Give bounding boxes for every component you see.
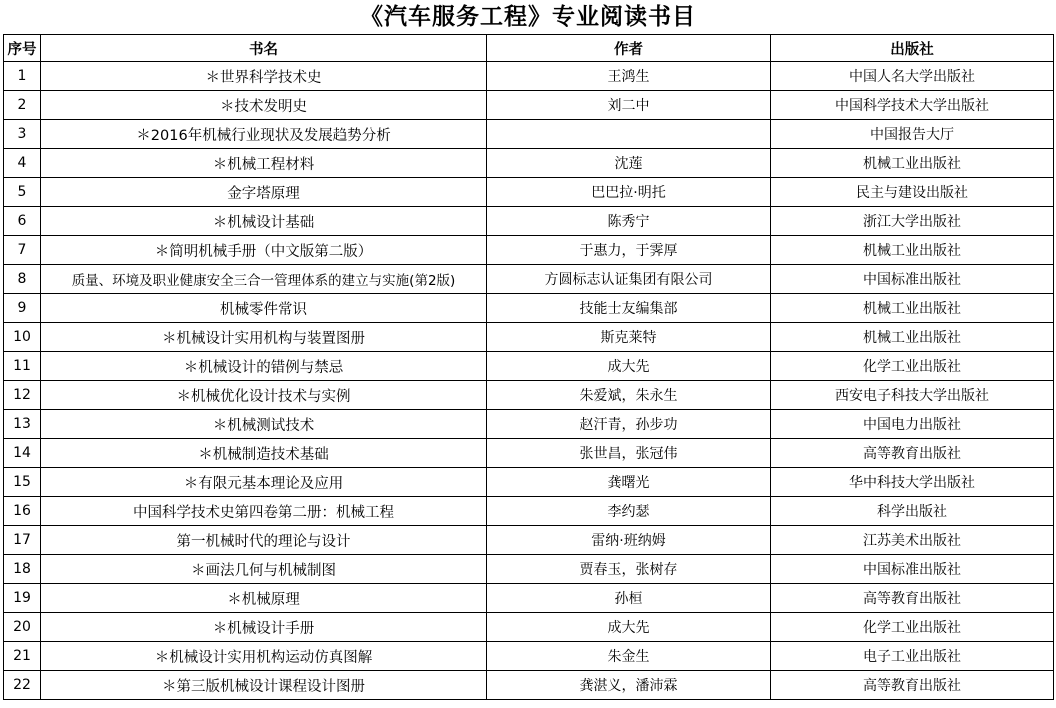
cell-no: 6: [4, 207, 41, 236]
cell-publisher: 高等教育出版社: [771, 671, 1054, 700]
cell-no: 12: [4, 381, 41, 410]
cell-author: 技能士友编集部: [487, 294, 771, 323]
cell-no: 15: [4, 468, 41, 497]
cell-publisher: 化学工业出版社: [771, 352, 1054, 381]
cell-book: ＊简明机械手册（中文版第二版）: [41, 236, 487, 265]
cell-book: ＊2016年机械行业现状及发展趋势分析: [41, 120, 487, 149]
cell-publisher: 浙江大学出版社: [771, 207, 1054, 236]
cell-publisher: 高等教育出版社: [771, 439, 1054, 468]
cell-no: 21: [4, 642, 41, 671]
cell-author: 李约瑟: [487, 497, 771, 526]
table-row: [4, 468, 1054, 497]
cell-book: ＊机械设计实用机构运动仿真图解: [41, 642, 487, 671]
table-row: [4, 497, 1054, 526]
cell-book: ＊机械制造技术基础: [41, 439, 487, 468]
cell-no: 17: [4, 526, 41, 555]
table-row: [4, 207, 1054, 236]
cell-publisher: 中国电力出版社: [771, 410, 1054, 439]
cell-book: ＊有限元基本理论及应用: [41, 468, 487, 497]
table-row: [4, 62, 1054, 91]
table-row: [4, 91, 1054, 120]
cell-publisher: 机械工业出版社: [771, 294, 1054, 323]
cell-publisher: 机械工业出版社: [771, 149, 1054, 178]
cell-author: 赵汗青，孙步功: [487, 410, 771, 439]
cell-no: 19: [4, 584, 41, 613]
cell-publisher: 江苏美术出版社: [771, 526, 1054, 555]
column-header-publisher: 出版社: [771, 35, 1054, 62]
cell-author: 张世昌，张冠伟: [487, 439, 771, 468]
cell-publisher: 电子工业出版社: [771, 642, 1054, 671]
table-row: [4, 642, 1054, 671]
cell-no: 1: [4, 62, 41, 91]
table-row: [4, 323, 1054, 352]
column-header-no: 序号: [4, 35, 41, 62]
cell-publisher: 化学工业出版社: [771, 613, 1054, 642]
cell-no: 5: [4, 178, 41, 207]
table-row: [4, 294, 1054, 323]
cell-book: ＊机械工程材料: [41, 149, 487, 178]
cell-book: ＊机械设计基础: [41, 207, 487, 236]
cell-publisher: 科学出版社: [771, 497, 1054, 526]
cell-author: 方圆标志认证集团有限公司: [487, 265, 771, 294]
cell-publisher: 中国标准出版社: [771, 555, 1054, 584]
cell-publisher: 中国人名大学出版社: [771, 62, 1054, 91]
cell-author: 龚曙光: [487, 468, 771, 497]
cell-no: 8: [4, 265, 41, 294]
cell-book: ＊机械设计手册: [41, 613, 487, 642]
table-row: [4, 671, 1054, 700]
cell-author: [487, 120, 771, 149]
column-header-book: 书名: [41, 35, 487, 62]
cell-publisher: 机械工业出版社: [771, 323, 1054, 352]
cell-no: 2: [4, 91, 41, 120]
cell-no: 9: [4, 294, 41, 323]
reading-list-table: [3, 34, 1054, 700]
table-row: [4, 439, 1054, 468]
cell-no: 7: [4, 236, 41, 265]
cell-author: 巴巴拉·明托: [487, 178, 771, 207]
cell-author: 成大先: [487, 613, 771, 642]
cell-book: 质量、环境及职业健康安全三合一管理体系的建立与实施(第2版): [41, 265, 487, 294]
table-row: [4, 526, 1054, 555]
cell-no: 18: [4, 555, 41, 584]
cell-publisher: 中国标准出版社: [771, 265, 1054, 294]
cell-book: ＊第三版机械设计课程设计图册: [41, 671, 487, 700]
cell-no: 14: [4, 439, 41, 468]
cell-book: ＊机械设计实用机构与装置图册: [41, 323, 487, 352]
cell-publisher: 中国科学技术大学出版社: [771, 91, 1054, 120]
cell-publisher: 民主与建设出版社: [771, 178, 1054, 207]
cell-author: 雷纳·班纳姆: [487, 526, 771, 555]
cell-author: 朱爱斌，朱永生: [487, 381, 771, 410]
cell-book: ＊机械原理: [41, 584, 487, 613]
table-row: [4, 613, 1054, 642]
cell-author: 刘二中: [487, 91, 771, 120]
cell-book: ＊画法几何与机械制图: [41, 555, 487, 584]
cell-no: 4: [4, 149, 41, 178]
cell-book: 第一机械时代的理论与设计: [41, 526, 487, 555]
cell-publisher: 中国报告大厅: [771, 120, 1054, 149]
cell-author: 朱金生: [487, 642, 771, 671]
cell-author: 龚湛义，潘沛霖: [487, 671, 771, 700]
table-row: [4, 584, 1054, 613]
cell-no: 10: [4, 323, 41, 352]
cell-author: 成大先: [487, 352, 771, 381]
table-row: [4, 555, 1054, 584]
cell-no: 3: [4, 120, 41, 149]
cell-publisher: 华中科技大学出版社: [771, 468, 1054, 497]
cell-book: ＊世界科学技术史: [41, 62, 487, 91]
cell-no: 11: [4, 352, 41, 381]
table-row: [4, 381, 1054, 410]
cell-author: 沈莲: [487, 149, 771, 178]
cell-author: 陈秀宁: [487, 207, 771, 236]
cell-no: 16: [4, 497, 41, 526]
table-row: [4, 236, 1054, 265]
table-row: [4, 265, 1054, 294]
cell-no: 22: [4, 671, 41, 700]
cell-author: 贾春玉，张树存: [487, 555, 771, 584]
cell-author: 王鸿生: [487, 62, 771, 91]
table-row: [4, 410, 1054, 439]
cell-publisher: 机械工业出版社: [771, 236, 1054, 265]
cell-book: ＊技术发明史: [41, 91, 487, 120]
cell-book: 金字塔原理: [41, 178, 487, 207]
table-row: [4, 120, 1054, 149]
cell-author: 于惠力，于霁厚: [487, 236, 771, 265]
cell-book: ＊机械设计的错例与禁忌: [41, 352, 487, 381]
cell-book: ＊机械测试技术: [41, 410, 487, 439]
column-header-author: 作者: [487, 35, 771, 62]
cell-author: 斯克莱特: [487, 323, 771, 352]
table-header-row: [4, 35, 1054, 62]
table-row: [4, 352, 1054, 381]
cell-no: 13: [4, 410, 41, 439]
cell-book: ＊机械优化设计技术与实例: [41, 381, 487, 410]
cell-publisher: 西安电子科技大学出版社: [771, 381, 1054, 410]
table-row: [4, 149, 1054, 178]
cell-no: 20: [4, 613, 41, 642]
cell-publisher: 高等教育出版社: [771, 584, 1054, 613]
table-row: [4, 178, 1054, 207]
cell-author: 孙桓: [487, 584, 771, 613]
page-title: 《汽车服务工程》专业阅读书目: [360, 3, 696, 30]
cell-book: 机械零件常识: [41, 294, 487, 323]
cell-book: 中国科学技术史第四卷第二册：机械工程: [41, 497, 487, 526]
